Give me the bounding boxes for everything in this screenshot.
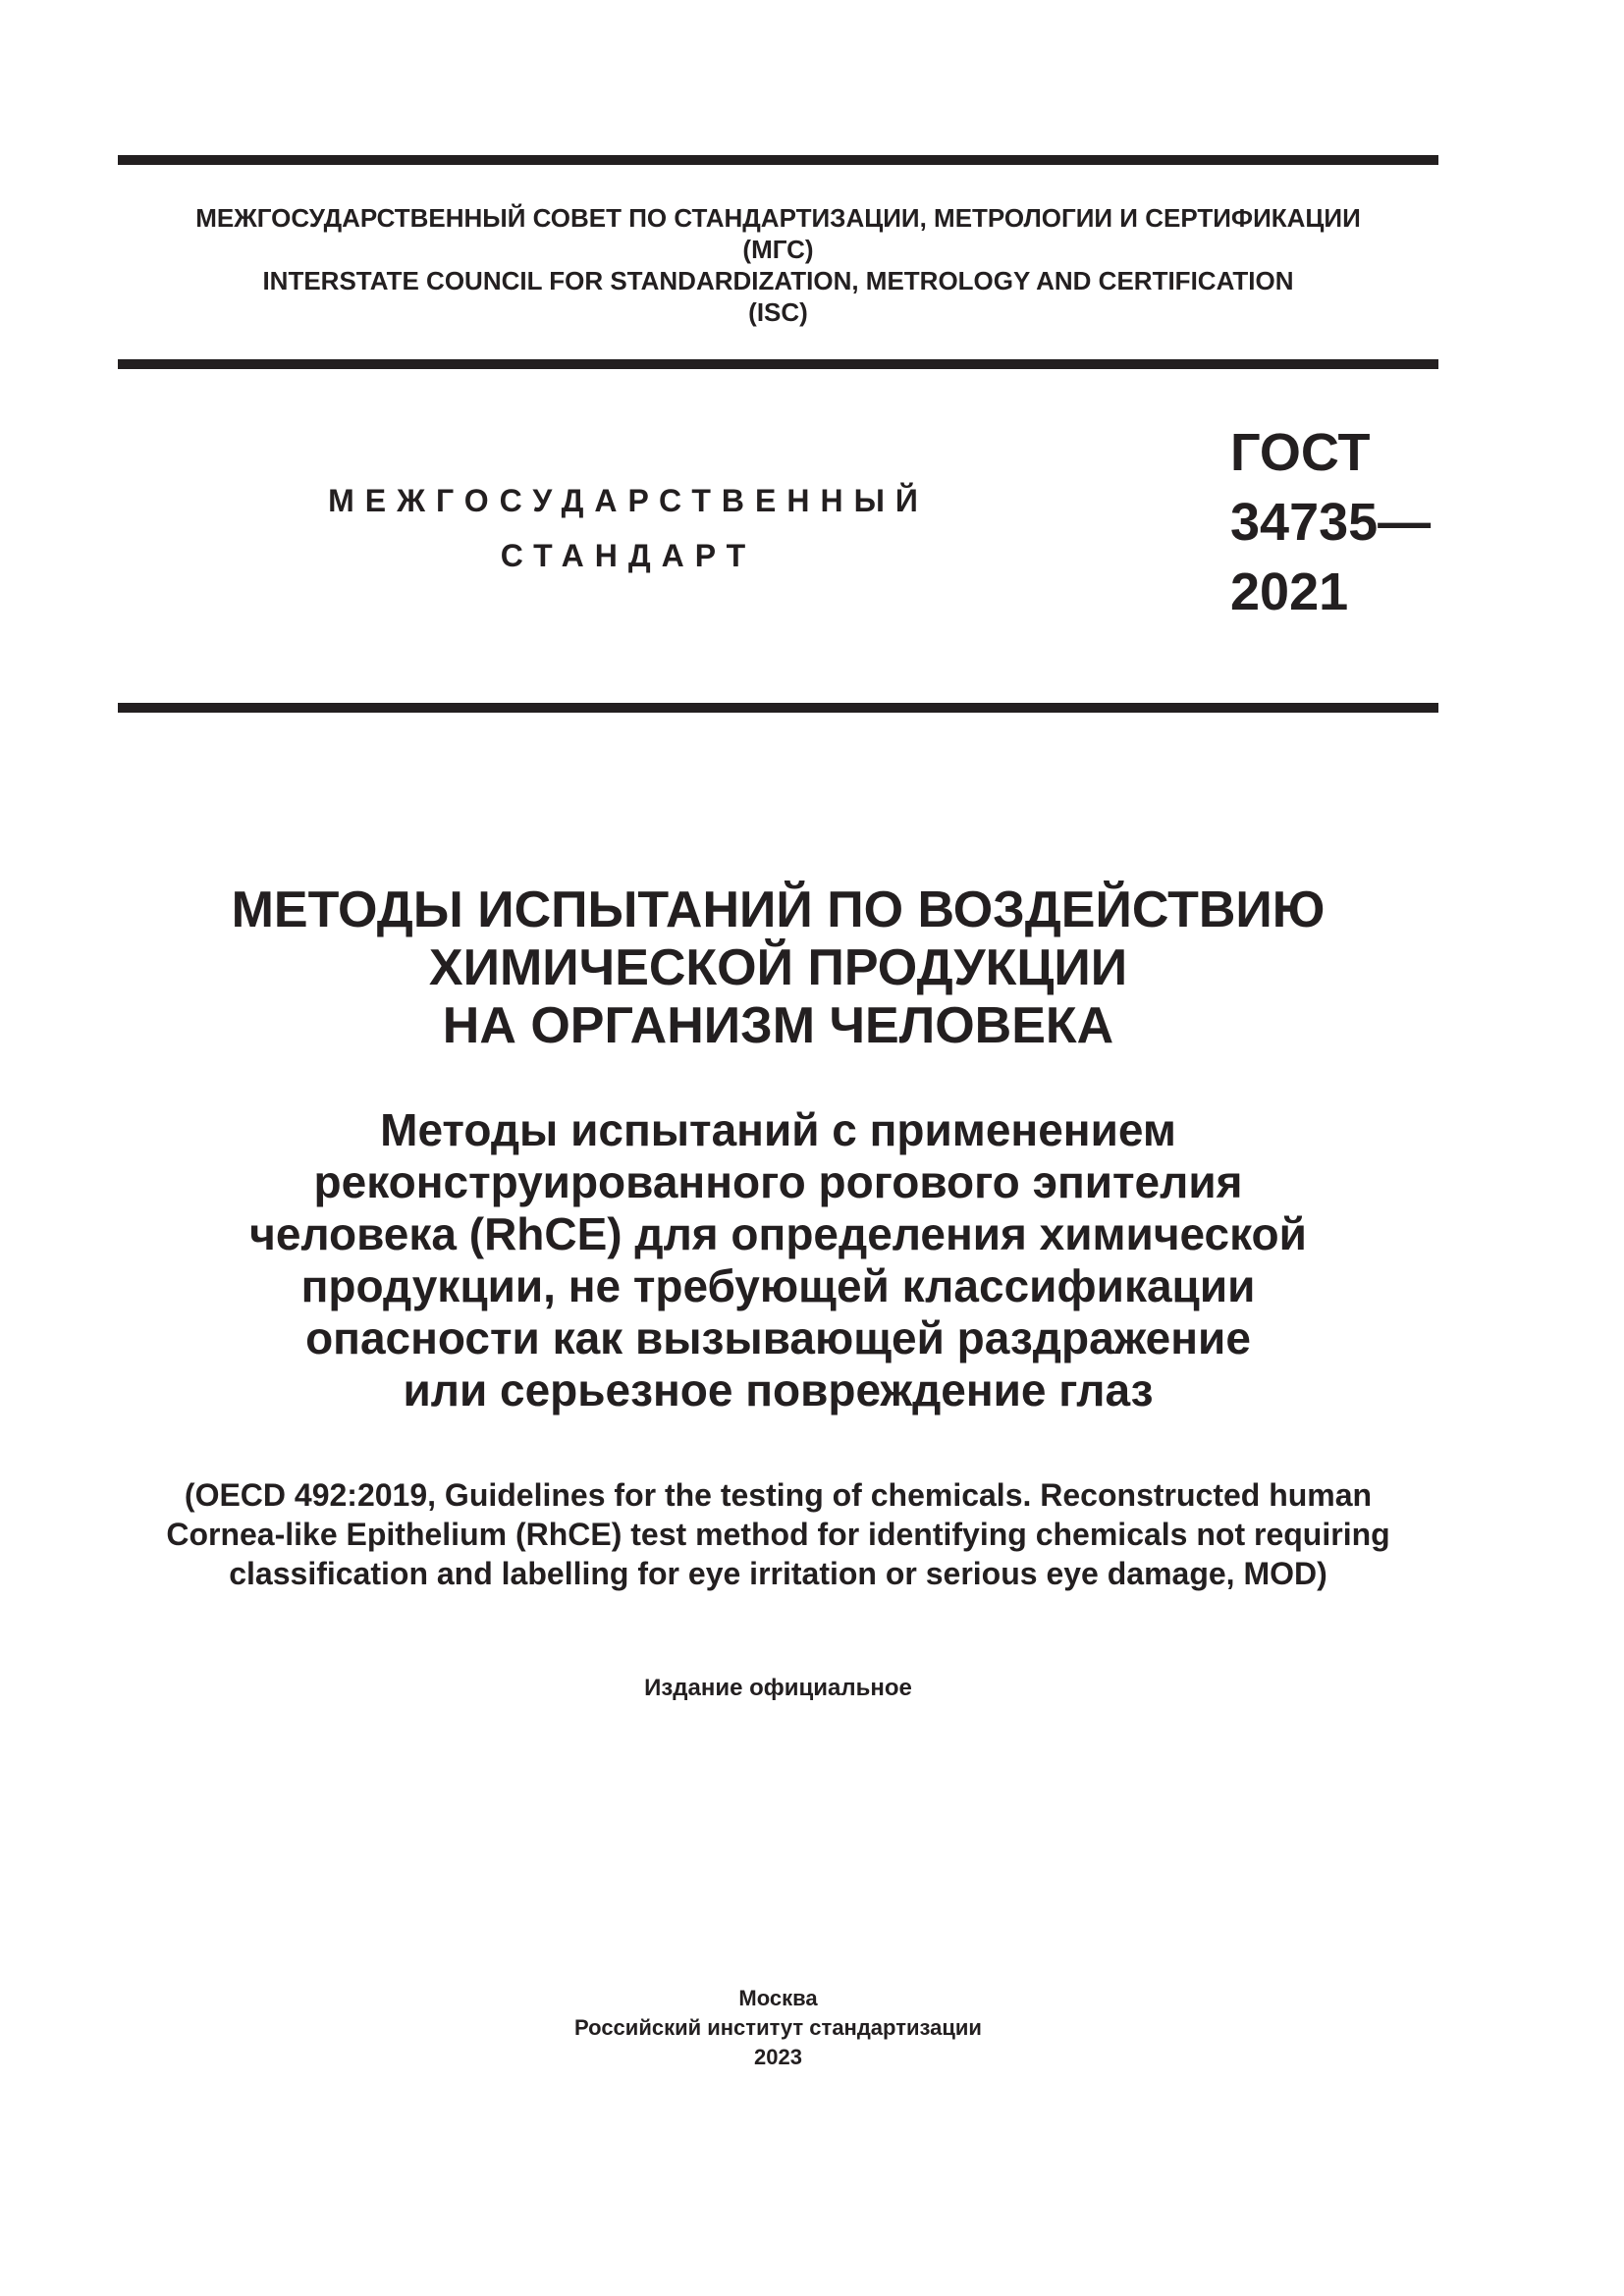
standard-kind-line1: МЕЖГОСУДАРСТВЕННЫЙ bbox=[328, 483, 929, 518]
subtitle-line: Методы испытаний с применением bbox=[380, 1104, 1176, 1155]
main-title bbox=[118, 881, 1438, 1055]
standard-kind-line2: СТАНДАРТ bbox=[500, 538, 757, 573]
oecd-reference-line: (OECD 492:2019, Guidelines for the testing of chemicals. Reconstructed human bbox=[184, 1477, 1373, 1513]
oecd-reference-line: classification and labelling for eye irritation or serious eye damage, MOD) bbox=[229, 1556, 1327, 1591]
subtitle-line: опасности как вызывающей раздражение bbox=[305, 1312, 1251, 1363]
top-rule bbox=[118, 155, 1438, 165]
oecd-reference-line: Cornea-like Epithelium (RhCE) test method for identifying chemicals not requiring bbox=[166, 1517, 1390, 1552]
subtitle bbox=[118, 1104, 1438, 1416]
designation-number: 34735— bbox=[1230, 493, 1432, 552]
subtitle-line: человека (RhCE) для определения химической bbox=[249, 1208, 1307, 1259]
main-title-line: МЕТОДЫ ИСПЫТАНИЙ ПО ВОЗДЕЙСТВИЮ bbox=[231, 881, 1326, 938]
publisher-city: Москва bbox=[738, 1986, 818, 2010]
edition-note: Издание официальное bbox=[644, 1675, 912, 1701]
council-name-en: INTERSTATE COUNCIL FOR STANDARDIZATION, METROLOGY AND CERTIFICATION bbox=[262, 266, 1294, 295]
council-abbr-en: (ISC) bbox=[748, 297, 808, 327]
publisher-organization: Российский институт стандартизации bbox=[574, 2015, 982, 2040]
standard-kind bbox=[295, 473, 962, 583]
subtitle-line: реконструированного рогового эпителия bbox=[313, 1156, 1243, 1207]
council-bottom-rule bbox=[118, 359, 1438, 369]
main-title-line: ХИМИЧЕСКОЙ ПРОДУКЦИИ bbox=[428, 939, 1128, 996]
standard-designation bbox=[1230, 418, 1431, 627]
council-name-ru: МЕЖГОСУДАРСТВЕННЫЙ СОВЕТ ПО СТАНДАРТИЗАЦИИ, МЕТРОЛОГИИ И СЕРТИФИКАЦИИ bbox=[195, 203, 1361, 233]
designation-year: 2021 bbox=[1230, 562, 1349, 621]
publisher-block bbox=[118, 1984, 1438, 2072]
council-header bbox=[118, 202, 1438, 328]
subtitle-line: продукции, не требующей классификации bbox=[300, 1260, 1256, 1311]
oecd-reference bbox=[118, 1475, 1438, 1593]
subtitle-line: или серьезное повреждение глаз bbox=[403, 1364, 1154, 1415]
designation-prefix: ГОСТ bbox=[1230, 423, 1371, 482]
main-title-line: НА ОРГАНИЗМ ЧЕЛОВЕКА bbox=[442, 997, 1114, 1054]
publisher-year: 2023 bbox=[754, 2045, 802, 2069]
header-bottom-rule bbox=[118, 703, 1438, 713]
council-abbr-ru: (МГС) bbox=[742, 235, 814, 264]
